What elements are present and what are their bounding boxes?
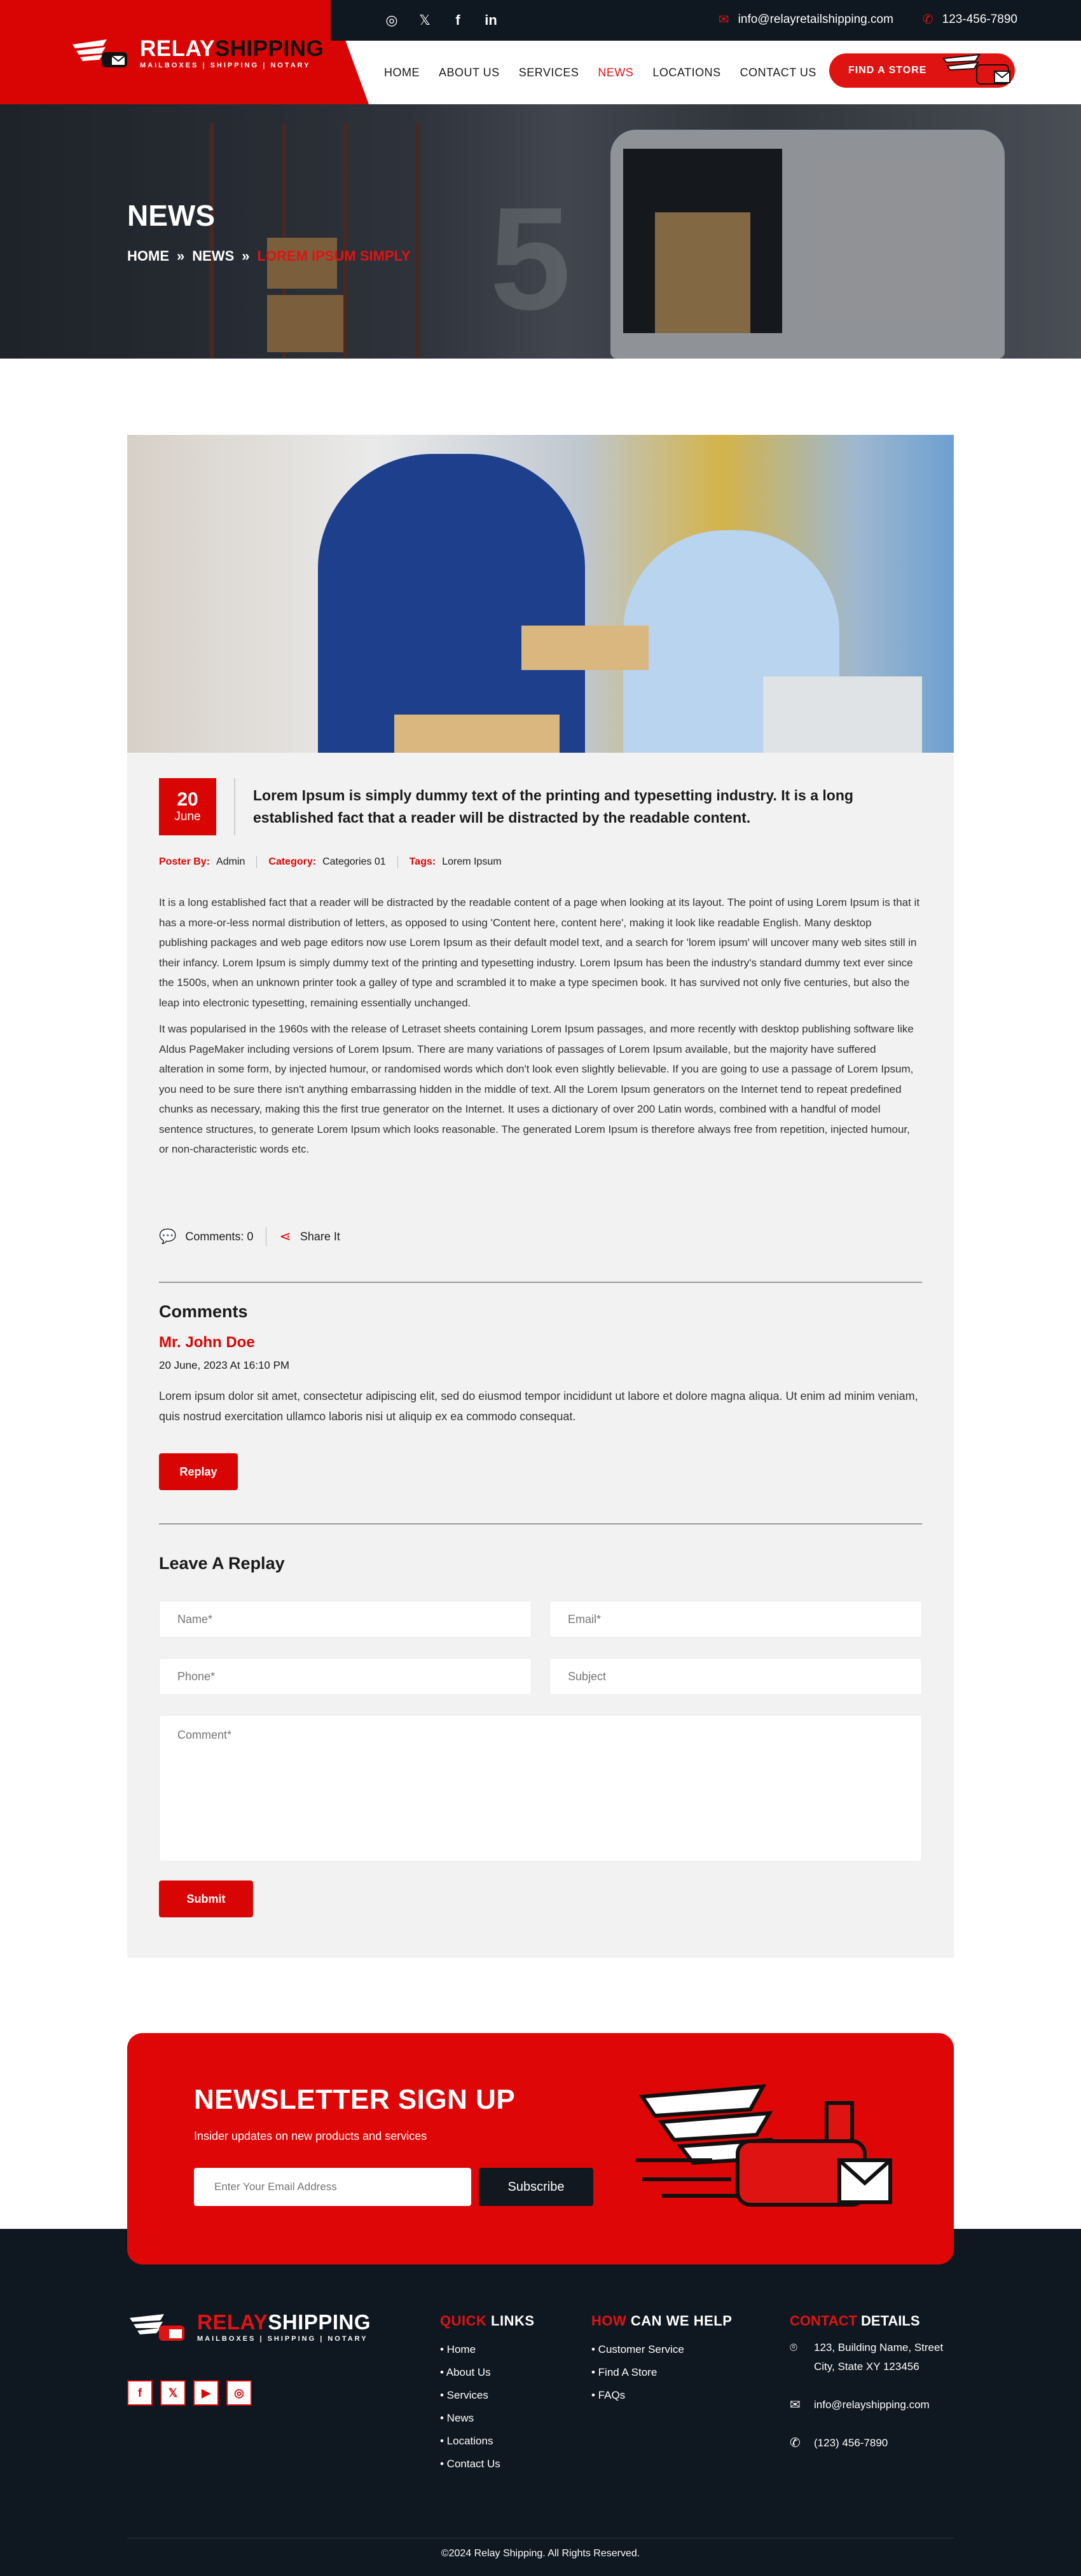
email-field[interactable] bbox=[549, 1601, 922, 1638]
nav-home[interactable]: HOME bbox=[384, 66, 420, 79]
footer-link-find-a-store[interactable]: • Find A Store bbox=[591, 2366, 658, 2378]
article-body bbox=[159, 893, 922, 1166]
comment-field[interactable] bbox=[159, 1715, 922, 1861]
divider bbox=[397, 856, 398, 868]
comment-text: Lorem ipsum dolor sit amet, consectetur adipiscing elit, sed do eiusmod tempor incididunt ut labore et dolore magna aliqua. Ut enim ad minim veniam, quis nostrud exercitation ullamco laboris nisi ut aliquip ex ea commodo consequat. bbox=[159, 1390, 918, 1423]
section-divider bbox=[159, 1523, 922, 1524]
article-image-person bbox=[318, 454, 585, 753]
footer-logo-word-shipping: SHIPPING bbox=[268, 2310, 371, 2334]
date-month: June bbox=[174, 810, 201, 823]
footer-logo-tagline: MAILBOXES | SHIPPING | NOTARY bbox=[197, 2335, 368, 2343]
quick-links-heading-red: QUICK bbox=[440, 2313, 487, 2329]
footer-link-locations[interactable]: • Locations bbox=[440, 2435, 493, 2447]
article-card bbox=[127, 435, 954, 1958]
site-header bbox=[0, 0, 1081, 104]
newsletter-email-input[interactable] bbox=[194, 2168, 471, 2206]
footer-help-links bbox=[591, 2313, 732, 2407]
article-paragraph: It is a long established fact that a reader will be distracted by the readable content of a page when looking at its layout. The point of using Lorem Ipsum is that it has a more-or-less normal distribution of letters, as opposed to using 'Content here, content here', making it look like readable English. Many desktop publishing packages and web page editors now use Lorem Ipsum as their default model text, and a search for 'lorem ipsum' will uncover many web sites still in their infancy. Lorem Ipsum is simply dummy text of the printing and typesetting industry. Lorem Ipsum has been the industry's standard dummy text ever since the 1500s, when an unknown printer took a galley of type and scrambled it to make a type specimen book. It has survived not only five centuries, but also the leap into electronic typesetting, remaining essentially unchanged. bbox=[159, 896, 920, 1009]
header-email[interactable] bbox=[719, 11, 893, 27]
subscribe-button[interactable]: Subscribe bbox=[479, 2168, 593, 2206]
breadcrumb-current: LOREM IPSUM SIMPLY bbox=[257, 248, 411, 264]
linkedin-icon[interactable]: in bbox=[485, 12, 497, 28]
article-actions bbox=[159, 1227, 340, 1246]
breadcrumb bbox=[127, 248, 411, 264]
location-pin-icon: ⌾ bbox=[790, 2341, 797, 2355]
tags-value[interactable]: Lorem Ipsum bbox=[442, 856, 502, 867]
address-line-1: 123, Building Name, Street bbox=[814, 2341, 944, 2353]
address-line-2: City, State XY 123456 bbox=[814, 2360, 919, 2373]
newsletter-subtitle: Insider updates on new products and services bbox=[194, 2130, 427, 2142]
comments-icon: 💬 bbox=[159, 1228, 177, 1244]
subject-field[interactable] bbox=[549, 1658, 922, 1695]
footer-link-customer-service[interactable]: • Customer Service bbox=[591, 2343, 684, 2355]
phone-icon: ✆ bbox=[922, 13, 933, 27]
contact-heading-white: DETAILS bbox=[861, 2313, 920, 2329]
comments-title: Comments bbox=[159, 1302, 248, 1321]
nav-services[interactable]: SERVICES bbox=[518, 66, 579, 79]
tags-label: Tags: bbox=[409, 856, 436, 867]
footer-phone-text: (123) 456-7890 bbox=[814, 2437, 888, 2449]
share-icon: ⋖ bbox=[279, 1228, 291, 1244]
article-image-screen bbox=[763, 676, 922, 753]
footer-link-about-us[interactable]: • About Us bbox=[440, 2366, 491, 2378]
article-paragraph: It was popularised in the 1960s with the release of Letraset sheets containing Lorem Ipsum passages, and more recently with desktop publishing software like Aldus PageMaker including versions of Lorem Ipsum. There are many variations of passages of Lorem Ipsum available, but the majority have suffered alteration in some form, by injected humour, or randomised words which don't look even slightly believable. If you are going to use a passage of Lorem Ipsum, you need to be sure there isn't anything embarrassing hidden in the middle of text. All the Lorem Ipsum generators on the Internet tend to repeat predefined chunks as necessary, making this the first true generator on the Internet. It uses a dictionary of over 200 Latin words, combined with a handful of model sentence structures, to generate Lorem Ipsum which looks reasonable. The generated Lorem Ipsum is therefore always free from repetition, injected humour, or non-characteristic words etc. bbox=[159, 1023, 914, 1155]
facebook-icon[interactable]: f bbox=[455, 12, 460, 28]
page-hero bbox=[0, 104, 1081, 359]
mailbox-truck-icon bbox=[940, 52, 1019, 89]
header-contact bbox=[719, 11, 1017, 27]
winged-mailbox-icon bbox=[127, 2310, 191, 2343]
breadcrumb-news[interactable]: NEWS bbox=[192, 248, 235, 264]
article-headline: Lorem Ipsum is simply dummy text of the printing and typesetting industry. It is a long established fact that a reader will be distracted by the readable content. bbox=[253, 787, 853, 826]
newsletter-title: NEWSLETTER SIGN UP bbox=[194, 2084, 516, 2115]
logo-tagline: MAILBOXES | SHIPPING | NOTARY bbox=[140, 62, 311, 69]
footer-address bbox=[790, 2338, 943, 2376]
find-a-store-label: FIND A STORE bbox=[848, 65, 927, 76]
nav-locations[interactable]: LOCATIONS bbox=[652, 66, 721, 79]
find-a-store-button[interactable] bbox=[829, 53, 1015, 88]
page-title: NEWS bbox=[127, 199, 215, 232]
phone-icon: ✆ bbox=[790, 2436, 801, 2450]
share-button[interactable]: Share It bbox=[300, 1230, 340, 1243]
comment-date: 20 June, 2023 At 16:10 PM bbox=[159, 1359, 290, 1371]
hero-bay-number: 5 bbox=[490, 177, 571, 340]
submit-button[interactable]: Submit bbox=[159, 1881, 253, 1917]
article-image-box bbox=[394, 715, 560, 753]
double-chevron-icon: » bbox=[242, 248, 250, 264]
copyright: ©2024 Relay Shipping. All Rights Reserved. bbox=[441, 2548, 640, 2559]
facebook-icon[interactable]: f bbox=[127, 2380, 153, 2406]
nav-contact-us[interactable]: CONTACT US bbox=[740, 66, 816, 79]
comments-count[interactable]: Comments: 0 bbox=[185, 1230, 254, 1243]
divider bbox=[256, 856, 257, 868]
logo-word-relay: RELAY bbox=[140, 36, 215, 61]
phone-field[interactable] bbox=[159, 1658, 532, 1695]
x-icon[interactable]: 𝕏 bbox=[419, 12, 430, 28]
site-logo[interactable] bbox=[70, 36, 324, 71]
winged-mailbox-icon bbox=[70, 36, 134, 71]
article-image bbox=[127, 435, 954, 753]
header-social-links bbox=[382, 10, 501, 31]
help-heading bbox=[591, 2313, 732, 2329]
article-tags-row bbox=[159, 856, 502, 868]
comment-author: Mr. John Doe bbox=[159, 1334, 255, 1351]
footer-social-links bbox=[127, 2380, 252, 2406]
newsletter-section bbox=[127, 2033, 954, 2264]
section-divider bbox=[159, 1282, 922, 1283]
footer-link-home[interactable]: • Home bbox=[440, 2343, 476, 2355]
breadcrumb-home[interactable]: HOME bbox=[127, 248, 169, 264]
name-field[interactable] bbox=[159, 1601, 532, 1638]
quick-links-heading bbox=[440, 2313, 535, 2329]
footer-quick-links bbox=[440, 2313, 535, 2476]
footer-email-text: info@relayshipping.com bbox=[814, 2399, 930, 2411]
footer-logo-word-relay: RELAY bbox=[197, 2310, 268, 2334]
poster-label: Poster By: bbox=[159, 856, 210, 867]
category-value[interactable]: Categories 01 bbox=[322, 856, 386, 867]
quick-links-heading-white: LINKS bbox=[491, 2313, 535, 2329]
logo-word-shipping: SHIPPING bbox=[214, 36, 324, 61]
contact-heading-red: CONTACT bbox=[790, 2313, 857, 2329]
youtube-icon[interactable]: ▶ bbox=[193, 2380, 219, 2406]
article-meta-row bbox=[159, 778, 921, 835]
footer-link-faqs[interactable]: • FAQs bbox=[591, 2389, 626, 2401]
article-image-box bbox=[521, 626, 649, 670]
reply-button[interactable]: Replay bbox=[159, 1453, 238, 1490]
footer-link-news[interactable]: • News bbox=[440, 2412, 474, 2424]
double-chevron-icon: » bbox=[177, 248, 185, 264]
x-icon[interactable]: 𝕏 bbox=[160, 2380, 186, 2406]
poster-value[interactable]: Admin bbox=[216, 856, 245, 867]
footer-logo[interactable] bbox=[127, 2310, 371, 2343]
instagram-icon[interactable]: ◎ bbox=[226, 2380, 252, 2406]
envelope-icon: ✉ bbox=[718, 13, 729, 27]
footer-contact-details bbox=[790, 2313, 943, 2472]
divider bbox=[234, 778, 235, 835]
header-phone-text: 123-456-7890 bbox=[942, 12, 1017, 26]
category-label: Category: bbox=[268, 856, 317, 867]
nav-news[interactable]: NEWS bbox=[598, 66, 634, 79]
date-badge bbox=[159, 778, 216, 835]
help-heading-red: HOW bbox=[591, 2313, 627, 2329]
help-heading-white: CAN WE HELP bbox=[630, 2313, 733, 2329]
reply-form-title: Leave A Replay bbox=[159, 1554, 285, 1573]
contact-heading bbox=[790, 2313, 943, 2329]
date-day: 20 bbox=[177, 789, 198, 810]
main-nav bbox=[384, 66, 816, 79]
nav-about-us[interactable]: ABOUT US bbox=[439, 66, 500, 79]
header-phone[interactable] bbox=[923, 11, 1017, 27]
footer-email[interactable] bbox=[790, 2395, 943, 2415]
footer-phone[interactable] bbox=[790, 2434, 943, 2453]
footer-link-contact-us[interactable]: • Contact Us bbox=[440, 2458, 500, 2470]
instagram-icon[interactable]: ◎ bbox=[385, 12, 398, 28]
envelope-icon: ✉ bbox=[790, 2398, 801, 2412]
header-email-text: info@relayretailshipping.com bbox=[738, 12, 893, 26]
footer-link-services[interactable]: • Services bbox=[440, 2389, 488, 2401]
winged-mailbox-illustration-icon bbox=[636, 2084, 903, 2217]
